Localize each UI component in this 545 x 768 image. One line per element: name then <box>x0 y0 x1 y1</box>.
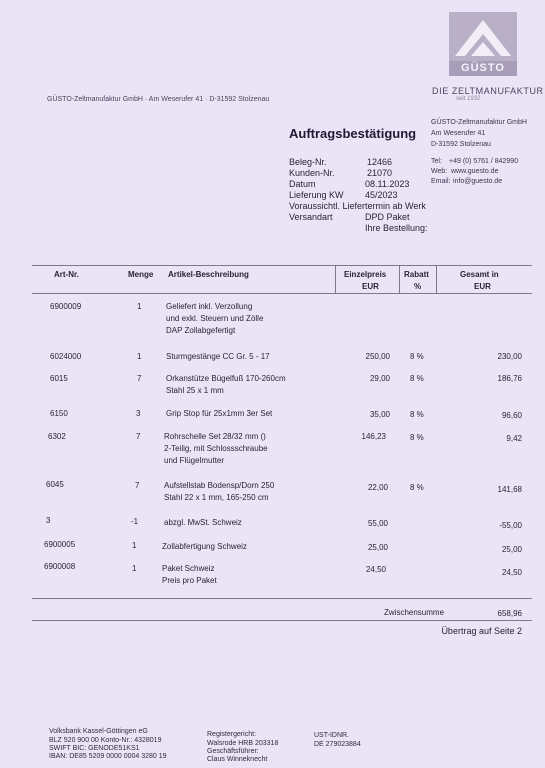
footer-ust-label: UST-IDNR. <box>314 732 349 739</box>
row-menge: 1 <box>132 564 137 573</box>
footer-bank-name: Volksbank Kassel-Göttingen eG <box>49 728 148 735</box>
row-art-nr: 6150 <box>50 409 68 418</box>
meta-value-beleg: 12466 <box>367 157 393 167</box>
header-einzelpreis: Einzelpreis <box>344 270 387 279</box>
row-menge: 7 <box>135 481 140 490</box>
carry-over: Übertrag auf Seite 2 <box>441 626 522 636</box>
meta-value-versandart: DPD Paket <box>365 212 410 222</box>
sender-line: GÜSTO-Zeltmanufaktur GmbH · Am Weserufer 41 · D-31592 Stolzenau <box>47 96 270 103</box>
header-menge: Menge <box>128 270 154 279</box>
row-einzelpreis: 29,00 <box>369 374 390 383</box>
row-gesamt: 9,42 <box>506 434 522 443</box>
row-einzelpreis: 146,23 <box>361 432 386 441</box>
header-divider <box>436 265 437 293</box>
line-items-table <box>32 265 532 637</box>
row-einzelpreis: 25,00 <box>367 543 388 552</box>
meta-ihre-bestellung: Ihre Bestellung: <box>365 223 428 233</box>
row-einzelpreis: 35,00 <box>369 410 390 419</box>
row-desc-line: Aufstellstab Bodensp/Dorn 250 <box>164 481 275 490</box>
row-art-nr: 6024000 <box>50 352 82 361</box>
header-einzelpreis-unit: EUR <box>362 282 379 291</box>
row-desc-line: Orkanstütze Bügelfuß 170-260cm <box>166 374 286 383</box>
logo-tagline-sub: seit 1932 <box>456 96 481 102</box>
row-desc-line: Rohrschelle Set 28/32 mm () <box>164 432 266 441</box>
logo-text: GÜSTO <box>449 61 517 76</box>
footer-bank-iban: IBAN: DE85 5209 0000 0004 3280 19 <box>49 753 167 760</box>
row-einzelpreis: 24,50 <box>365 565 386 574</box>
row-desc-line: und exkl. Steuern und Zölle <box>166 314 264 323</box>
company-logo <box>449 12 517 76</box>
row-rabatt: 8 % <box>410 374 424 383</box>
row-gesamt: -55,00 <box>499 521 522 530</box>
row-art-nr: 6302 <box>48 432 66 441</box>
document-title: Auftragsbestätigung <box>289 126 417 141</box>
footer-register-label: Registergericht: <box>207 731 257 738</box>
row-rabatt: 8 % <box>410 483 424 492</box>
company-street: Am Weserufer 41 <box>431 130 486 137</box>
row-desc-line: 2-Teilig, mit Schlossschraube <box>164 444 268 453</box>
row-desc-line: DAP Zollabgefertigt <box>166 326 236 335</box>
footer-bank-swift: SWIFT BIC: GENODE51KS1 <box>49 745 140 752</box>
footer-bank-account: BLZ 520 900 00 Konto-Nr.: 4328019 <box>49 737 162 744</box>
meta-value-datum: 08.11.2023 <box>365 179 410 189</box>
header-beschreibung: Artikel-Beschreibung <box>168 270 249 279</box>
row-menge: 1 <box>132 541 137 550</box>
footer-ust-value: DE 279023884 <box>314 741 361 748</box>
row-desc-line: Geliefert inkl. Verzollung <box>166 302 253 311</box>
row-einzelpreis: 22,00 <box>367 483 388 492</box>
row-gesamt: 96,60 <box>501 411 522 420</box>
row-menge: 1 <box>137 302 142 311</box>
row-desc-line: und Flügelmutter <box>164 456 225 465</box>
row-desc-line: Paket Schweiz <box>162 564 215 573</box>
row-menge: 1 <box>137 352 142 361</box>
row-gesamt: 24,50 <box>501 568 522 577</box>
row-desc-line: Stahl 25 x 1 mm <box>166 386 224 395</box>
footer-gf-label: Geschäftsführer: <box>207 748 259 755</box>
row-art-nr: 6015 <box>50 374 68 383</box>
header-rabatt-unit: % <box>414 282 422 291</box>
row-art-nr: 6045 <box>46 480 64 489</box>
footer-gf-value: Claus Winneknecht <box>207 756 268 763</box>
row-art-nr: 6900009 <box>50 302 82 311</box>
logo-tagline: DIE ZELTMANUFAKTUR <box>432 86 544 96</box>
tel-label: Tel: <box>431 158 442 165</box>
meta-label-lieferung: Lieferung KW <box>289 190 344 200</box>
meta-label-kunde: Kunden-Nr. <box>289 168 335 178</box>
subtotal-label: Zwischensumme <box>384 608 445 617</box>
meta-label-datum: Datum <box>289 179 316 189</box>
header-divider <box>399 265 400 293</box>
table-header-rule <box>32 293 532 294</box>
row-gesamt: 141,68 <box>497 485 522 494</box>
row-rabatt: 8 % <box>410 352 424 361</box>
row-rabatt: 8 % <box>410 410 424 419</box>
header-gesamt: Gesamt in <box>460 270 499 279</box>
tel-value: +49 (0) 5761 / 842990 <box>449 158 519 165</box>
row-desc-line: Preis pro Paket <box>162 576 217 585</box>
tent-logo-icon <box>449 12 517 61</box>
row-einzelpreis: 55,00 <box>367 519 388 528</box>
subtotal-bottom-rule <box>32 620 532 621</box>
row-menge: 7 <box>136 432 141 441</box>
meta-label-versandart: Versandart <box>289 212 333 222</box>
row-art-nr: 6900005 <box>44 540 76 549</box>
header-gesamt-unit: EUR <box>474 282 491 291</box>
row-menge: -1 <box>131 517 139 526</box>
row-art-nr: 3 <box>46 516 51 525</box>
table-top-rule <box>32 265 532 266</box>
row-menge: 7 <box>137 374 142 383</box>
meta-value-lieferung: 45/2023 <box>365 190 398 200</box>
company-city: D-31592 Stolzenau <box>431 141 491 148</box>
row-rabatt: 8 % <box>410 433 424 442</box>
subtotal-value: 658,96 <box>497 609 522 618</box>
footer-register-value: Walsrode HRB 203318 <box>207 740 279 747</box>
header-art-nr: Art-Nr. <box>54 270 79 279</box>
subtotal-top-rule <box>32 598 532 599</box>
meta-label-beleg: Beleg-Nr. <box>289 157 327 167</box>
row-art-nr: 6900008 <box>44 562 76 571</box>
row-desc-line: abzgl. MwSt. Schweiz <box>164 518 242 527</box>
meta-value-kunde: 21070 <box>367 168 393 178</box>
meta-label-liefertermin: Voraussichtl. Liefertermin ab Werk <box>289 201 426 211</box>
row-desc-line: Zollabfertigung Schweiz <box>162 542 247 551</box>
company-name: GÜSTO-Zeltmanufaktur GmbH <box>431 119 527 126</box>
email-value: info@guesto.de <box>453 178 503 185</box>
header-divider <box>335 265 336 293</box>
row-desc-line: Sturmgestänge CC Gr. 5 - 17 <box>166 352 270 361</box>
web-value: www.guesto.de <box>451 168 499 175</box>
email-label: Email: <box>431 178 451 185</box>
row-gesamt: 186,76 <box>497 374 522 383</box>
row-gesamt: 25,00 <box>501 545 522 554</box>
row-einzelpreis: 250,00 <box>365 352 390 361</box>
row-desc-line: Grip Stop für 25x1mm 3er Set <box>166 409 273 418</box>
row-gesamt: 230,00 <box>497 352 522 361</box>
row-desc-line: Stahl 22 x 1 mm, 165-250 cm <box>164 493 269 502</box>
header-rabatt: Rabatt <box>404 270 429 279</box>
web-label: Web: <box>431 168 448 175</box>
row-menge: 3 <box>136 409 141 418</box>
